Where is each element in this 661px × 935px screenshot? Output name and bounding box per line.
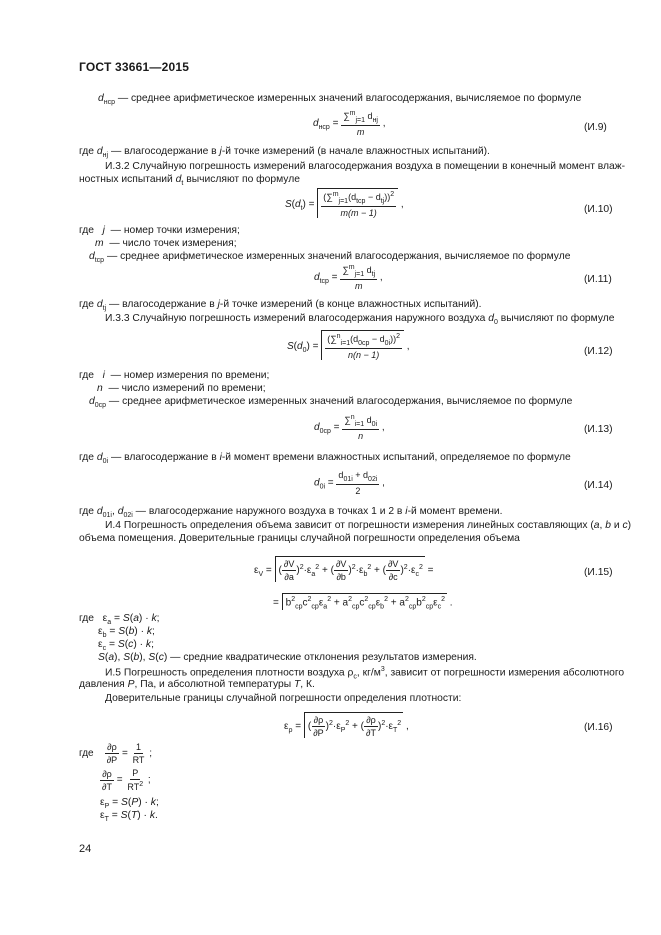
equation-label: (И.9)	[584, 122, 607, 133]
text-line: где j — номер точки измерения;	[79, 225, 240, 236]
text-line: m — число точек измерения;	[95, 238, 237, 249]
text-line: И.4 Погрешность определения объема зависит от погрешности измерения линейных составляющих (a, b и c)	[105, 520, 632, 531]
text-line: И.5 Погрешность определения плотности воздуха $\rho_с$, $кг/м^3$, зависит от погрешности измерения абсолютного	[105, 666, 625, 681]
text-line: ностных испытаний $d_t$ вычисляют по формуле	[79, 174, 300, 188]
text-line: объема помещения. Доверительные границы случайной погрешности определения объема	[79, 533, 520, 544]
text-line: где $d_{0i}$ — влагосодержание в i-й момент времени влажностных испытаний, определяемое по формуле	[79, 452, 571, 466]
equation-label: (И.14)	[584, 480, 613, 491]
text-line: $d_{tср}$ — среднее арифметическое измеренных значений влагосодержания, вычисляемое по формуле	[89, 251, 571, 265]
text-line: И.3.3 Случайную погрешность измерений влагосодержания наружного воздуха $d_0$ вычисляют по формуле	[105, 313, 615, 327]
formula-i13: $d_{0ср}$ = $\frac{\sum^n_{i=1} d_{0i}}{n}$ ,	[314, 414, 385, 441]
formula-i16: $\varepsilon_\rho$ = ( $\frac{\partial\rho}{\partial P}$ )$^2\cdot\varepsilon_P^2$ + ( $\frac{\partial\rho}{\partial T}$ )$^2\cdot\varepsilon_T^2$ ,	[284, 712, 409, 738]
text-line: где i — номер измерения по времени;	[79, 370, 270, 381]
text-line: давления P, Па, и абсолютной температуры T, К.	[79, 679, 315, 690]
equation-label: (И.12)	[584, 346, 613, 357]
equation-label: (И.11)	[584, 274, 612, 285]
formula-i12: $S(d_0)$ = $\frac{(\sum^n_{i=1}(d_{0ср} - d_{0i}))^2}{n(n - 1)}$ ,	[287, 330, 410, 360]
text-line: n — число измерений по времени;	[97, 383, 266, 394]
formula-i14: $d_{0i}$ = $\frac{d_{01i} + d_{02i}}{2}$ ,	[314, 470, 385, 496]
formula-i15-line1: $\varepsilon_V$ = ( $\frac{\partial V}{\partial a}$ )$^2\cdot\varepsilon_a^2$ + ( $\frac{\partial V}{\partial b}$ )$^2\cdot\varepsilon_b^2$ + ( $\frac{\partial V}{\partial c}$ )$^2\cdot\varepsilon_c^2$ =	[254, 556, 434, 582]
text-line: $\varepsilon_P = S(P) \cdot k$;	[100, 797, 159, 811]
text-line: $d_{0ср}$ — среднее арифметическое измеренных значений влагосодержания, вычисляемое по формуле	[89, 396, 573, 410]
text-line: где $d_{01i}$, $d_{02i}$ — влагосодержание наружного воздуха в точках 1 и 2 в i-й момент времени.	[79, 506, 503, 520]
page-number: 24	[79, 843, 92, 855]
formula-i9: $d_{нср}$ = $\frac{\sum^m_{j=1} d_{нj}}{m}$ ,	[313, 110, 386, 137]
equation-label: (И.15)	[584, 567, 613, 578]
formula-derivative-p: где $\frac{\partial\rho}{\partial P}$ = $\frac{1}{RT}$ ;	[79, 742, 152, 765]
formula-derivative-t: $\frac{\partial\rho}{\partial T}$ = $\frac{P}{RT^2}$ ;	[102, 768, 151, 792]
text-line: $\varepsilon_b = S(b) \cdot k$;	[98, 626, 155, 640]
text-line: И.3.2 Случайную погрешность измерений влагосодержания воздуха в помещении в конечный момент влаж-	[105, 161, 626, 172]
equation-label: (И.10)	[584, 204, 613, 215]
equation-label: (И.16)	[584, 722, 613, 733]
text-line: $d_{нср}$ — среднее арифметическое измеренных значений влагосодержания, вычисляемое по формуле	[98, 93, 582, 107]
text-line: где $d_{tj}$ — влагосодержание в j-й точке измерений (в конце влажностных испытаний).	[79, 299, 482, 313]
text-line: где $\varepsilon_a = S(a) \cdot k$;	[79, 613, 160, 627]
document-header: ГОСТ 33661—2015	[79, 60, 190, 74]
equation-label: (И.13)	[584, 424, 613, 435]
text-line: где $d_{нj}$ — влагосодержание в j-й точке измерений (в начале влажностных испытаний).	[79, 146, 490, 160]
formula-i15-line2: = $b^2_{ср}c^2_{ср}\varepsilon_a^2 + a^2_{ср}c^2_{ср}\varepsilon_b^2 + a^2_{ср}b^2_{ср}\varepsilon_c^2$ .	[273, 593, 453, 610]
formula-i10: $S(d_t)$ = $\frac{(\sum^m_{j=1}(d_{tср} - d_{tj}))^2}{m(m - 1)}$ ,	[285, 188, 404, 218]
text-line: S(a), S(b), S(c) — средние квадратические отклонения результатов измерения.	[98, 652, 477, 663]
text-line: $\varepsilon_T = S(T) \cdot k$.	[100, 810, 158, 824]
formula-i11: $d_{tср}$ = $\frac{\sum^m_{j=1} d_{tj}}{m}$ ,	[314, 264, 383, 291]
text-line: Доверительные границы случайной погрешности определения плотности:	[105, 693, 462, 704]
text-line: $\varepsilon_c = S(c) \cdot k$;	[98, 639, 154, 653]
